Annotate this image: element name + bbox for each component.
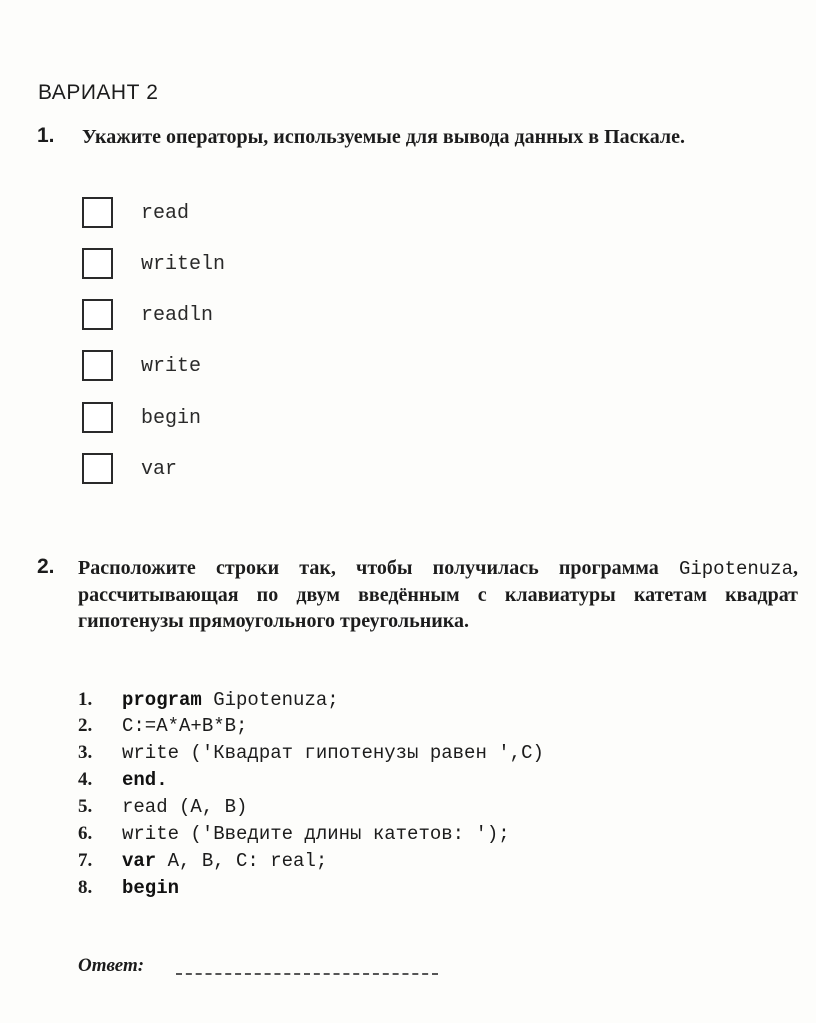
code-line-1 — [78, 687, 339, 713]
answer-label: Ответ: — [78, 955, 145, 976]
code-text: A, B, C: real; — [156, 850, 328, 872]
checkbox[interactable] — [82, 453, 113, 484]
code-line-3 — [78, 740, 544, 766]
option-label: readln — [141, 304, 214, 327]
option-label: var — [141, 458, 178, 481]
keyword: end — [122, 769, 157, 791]
checkbox[interactable] — [82, 350, 113, 381]
line-number: 4. — [78, 769, 93, 790]
question-2-number: 2. — [37, 555, 55, 578]
code-text: read (A, B) — [122, 796, 248, 818]
line-number: 2. — [78, 715, 93, 736]
program-name: Gipotenuza — [678, 558, 793, 580]
code-text: . — [156, 769, 168, 791]
question-2-text — [78, 555, 798, 634]
code-line-5 — [78, 794, 247, 820]
code-text: Gipotenuza; — [201, 689, 339, 711]
line-number: 8. — [78, 877, 93, 898]
question-2-text-end: , рассчитывающая по двум введённым с клавиатуры катетам квадрат гипотенузы прямоугольного треугольника. — [78, 557, 798, 632]
keyword: var — [122, 850, 157, 872]
checkbox[interactable] — [82, 299, 113, 330]
checkbox[interactable] — [82, 197, 113, 228]
code-line-6 — [78, 821, 510, 847]
variant-title: ВАРИАНТ 2 — [38, 81, 159, 104]
keyword: begin — [122, 877, 180, 899]
question-1-text: Укажите операторы, используемые для вывода данных в Паскале. — [82, 126, 686, 148]
option-label: read — [141, 202, 190, 225]
question-1-number: 1. — [37, 124, 55, 147]
code-line-4 — [78, 767, 168, 793]
line-number: 7. — [78, 850, 93, 871]
code-line-7 — [78, 848, 327, 874]
checkbox[interactable] — [82, 248, 113, 279]
line-number: 3. — [78, 742, 93, 763]
option-label: write — [141, 355, 202, 378]
line-number: 6. — [78, 823, 93, 844]
code-text: C:=A*A+B*B; — [122, 715, 248, 737]
checkbox[interactable] — [82, 402, 113, 433]
code-line-2 — [78, 713, 247, 739]
option-label: begin — [141, 407, 202, 430]
code-text: write ('Квадрат гипотенузы равен ',C) — [122, 742, 544, 764]
code-line-8 — [78, 875, 179, 901]
option-label: writeln — [141, 253, 226, 276]
keyword: program — [122, 689, 202, 711]
answer-field[interactable] — [176, 973, 438, 975]
question-2-text-start: Расположите строки так, чтобы получилась программа — [78, 557, 659, 579]
code-text: write ('Введите длины катетов: '); — [122, 823, 510, 845]
line-number: 5. — [78, 796, 93, 817]
line-number: 1. — [78, 689, 93, 710]
